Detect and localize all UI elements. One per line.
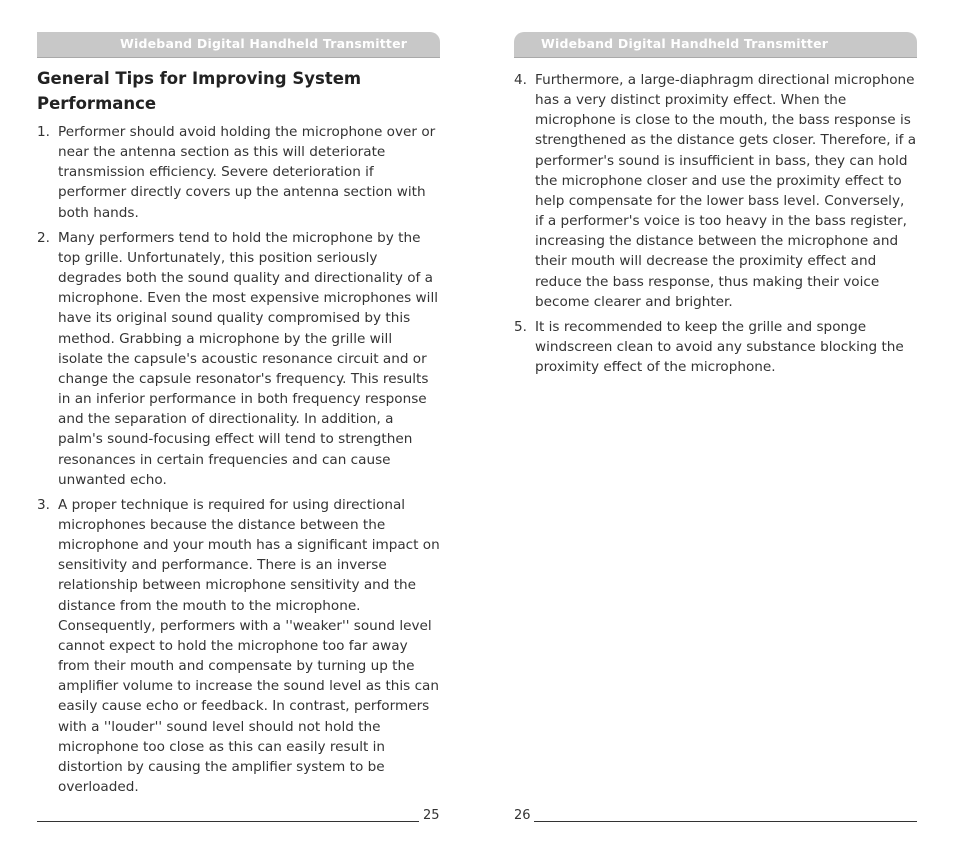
- tips-list: [37, 122, 440, 802]
- footer-divider: [37, 821, 419, 822]
- page-header-title: Wideband Digital Handheld Transmitter: [541, 36, 829, 51]
- tip-number: 4.: [514, 72, 527, 88]
- tip-number: 1.: [37, 124, 50, 140]
- tip-number: 3.: [37, 496, 50, 513]
- tips-list: [514, 70, 917, 382]
- page-header-title: Wideband Digital Handheld Transmitter: [120, 36, 408, 51]
- page-header-bar: [514, 32, 917, 58]
- tip-item-1: [37, 122, 440, 223]
- tip-text: Furthermore, a large-diaphragm directional microphone has a very distinct proximity effect. When the microphone is close to the mouth, the bass response is strengthened as the distance gets closer. Therefore, if a performer's sound is insufficient in bass, they can hold the microphone closer and use the proximity effect to help compensate for the lower bass level. Conversely, if a performer's voice is too heavy in the bass register, increasing the distance between the microphone and their mouth will decrease the proximity effect and reduce the bass response, thus making their voice become clearer and brighter.: [535, 72, 917, 310]
- tip-number: 5.: [514, 318, 527, 335]
- tip-number: 2.: [37, 229, 50, 246]
- left-page: [37, 0, 440, 849]
- tip-item-5: [514, 317, 917, 377]
- section-title: General Tips for Improving System Performance: [37, 69, 362, 113]
- tip-item-3: [37, 495, 440, 797]
- right-page: [514, 0, 917, 849]
- tip-text: Many performers tend to hold the microphone by the top grille. Unfortunately, this position seriously degrades both the sound quality and directionality of a microphone. Even the most expensive microphones will have its original sound quality compromised by this method. Grabbing a microphone by the grille will isolate the capsule's acoustic resonance circuit and or change the capsule resonator's frequency. This results in an inferior performance in both frequency response and the separation of directionality. In addition, a palm's sound-focusing effect will tend to strengthen resonances in certain frequencies and can cause unwanted echo.: [58, 229, 438, 488]
- tip-text: A proper technique is required for using directional microphones because the distance between the microphone and your mouth has a significant impact on sensitivity and performance. There is an inverse relationship between microphone sensitivity and the distance from the mouth to the microphone. Consequently, performers with a ''weaker'' sound level cannot expect to hold the microphone too far away from their mouth and compensate by turning up the amplifier volume to increase the sound level as this can easily cause echo or feedback. In contrast, performers with a ''louder'' sound level should not hold the microphone too close as this can easily result in distortion by causing the amplifier system to be overloaded.: [58, 496, 440, 795]
- page-header-bar: [37, 32, 440, 58]
- page-number: 26: [514, 808, 531, 823]
- tip-item-2: [37, 228, 440, 490]
- tip-text: It is recommended to keep the grille and sponge windscreen clean to avoid any substance blocking the proximity effect of the microphone.: [535, 318, 904, 376]
- page-number: 25: [423, 808, 440, 823]
- footer-divider: [534, 821, 917, 822]
- tip-text: Performer should avoid holding the microphone over or near the antenna section as this will deteriorate transmission efficiency. Severe deterioration if performer directly covers up the antenna section with both hands.: [58, 124, 436, 221]
- tip-item-4: [514, 70, 917, 312]
